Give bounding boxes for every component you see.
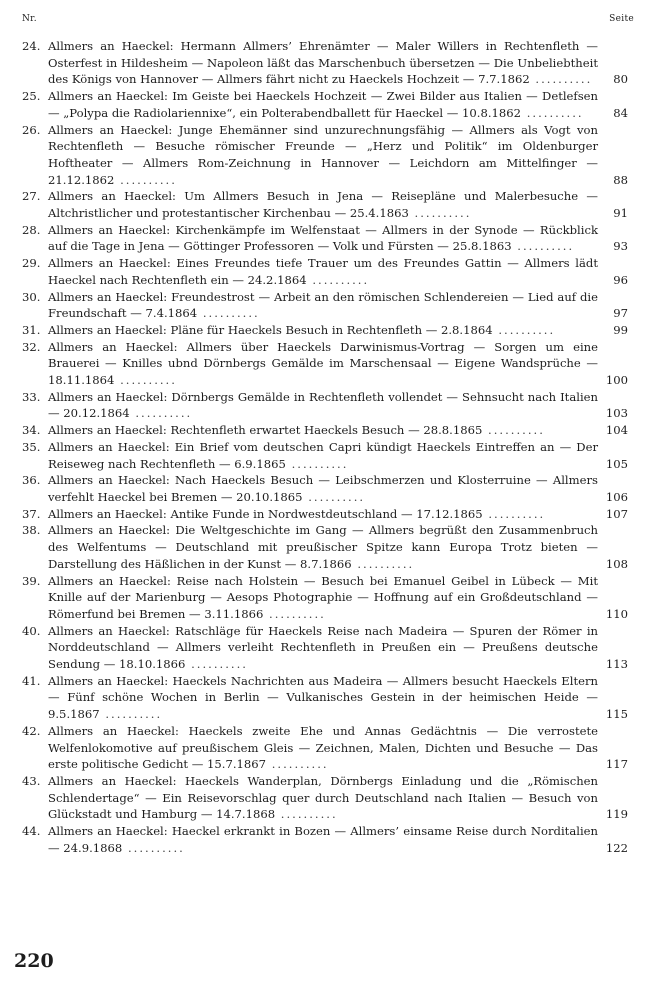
entry-page-ref: 80 [613, 72, 628, 87]
entry-text-wrapper [48, 673, 628, 723]
entry-number: 31. [22, 322, 41, 337]
leader-dots: .......... [114, 172, 177, 187]
leader-dots: .......... [492, 322, 556, 337]
entry-text-wrapper [48, 723, 628, 773]
entry-page-ref: 117 [605, 757, 628, 772]
toc-entry [22, 506, 628, 523]
toc-entry [22, 623, 628, 673]
entry-text: Allmers an Haeckel: Hermann Allmers’ Ehrenämter — Maler Willers in Rechtenfleth — Osterfest in Hildesheim — Napoleon läßt das Marschenbuch übersetzen — Die Unbeliebtheit des Königs von Hannover — Allmers fährt nicht zu Haeckels Hochzeit — 7.7.1862 [48, 39, 598, 87]
entry-page-ref: 107 [605, 506, 628, 521]
toc-entry [22, 773, 628, 823]
entry-text-wrapper [48, 422, 628, 439]
entry-page-ref: 110 [605, 606, 628, 621]
entry-text: Allmers an Haeckel: Junge Ehemänner sind unzurechnungsfähig — Allmers als Vogt von Rechtenfleth — Besuche römischer Freunde — „Herz und Politik“ im Oldenburger Hoftheater — Allmers Rom-Zeichnung in Hannover — Leichdorn am Mittelfinger — 21.12.1862 [48, 122, 598, 187]
entry-number: 34. [22, 423, 41, 438]
entry-page-ref: 108 [605, 556, 628, 571]
leader-dots: .......... [263, 606, 326, 621]
entry-text-wrapper [48, 255, 628, 288]
entry-number: 41. [22, 673, 41, 688]
entry-text: Allmers an Haeckel: Dörnbergs Gemälde in Rechtenfleth vollendet — Sehnsucht nach Italien — 20.12.1864 [48, 389, 598, 421]
entry-page-ref: 96 [613, 272, 628, 287]
table-of-contents [22, 38, 628, 856]
entry-number: 37. [22, 506, 41, 521]
toc-entry [22, 823, 628, 856]
leader-dots: .......... [99, 707, 163, 722]
entry-text-wrapper [48, 506, 628, 523]
entry-page-ref: 103 [605, 406, 628, 421]
leader-dots: .......... [521, 105, 584, 120]
leader-dots: .......... [197, 306, 260, 321]
entry-number: 25. [22, 89, 41, 104]
entry-page-ref: 113 [605, 657, 628, 672]
entry-number: 35. [22, 439, 41, 454]
toc-entry [22, 723, 628, 773]
entry-number: 30. [22, 289, 41, 304]
entry-text-wrapper [48, 88, 628, 121]
leader-dots: .......... [266, 757, 329, 772]
entry-text-wrapper [48, 773, 628, 823]
entry-text: Allmers an Haeckel: Kirchenkämpfe im Welfenstaat — Allmers in der Synode — Rückblick auf die Tage in Jena — Göttinger Professoren — Volk und Fürsten — 25.8.1863 [48, 222, 598, 254]
entry-text-wrapper [48, 38, 628, 88]
toc-entry [22, 439, 628, 472]
toc-entry [22, 472, 628, 505]
entry-text-wrapper [48, 573, 628, 623]
entry-text: Allmers an Haeckel: Im Geiste bei Haeckels Hochzeit — Zwei Bilder aus Italien — Detlefsen — „Polypa die Radiolariennixe“, ein Polterabendballett für Haeckel — 10.8.1862 [48, 89, 598, 120]
toc-entry [22, 255, 628, 288]
leader-dots: .......... [275, 807, 338, 822]
entry-number: 39. [22, 573, 41, 588]
toc-entry [22, 222, 628, 255]
leader-dots: .......... [482, 423, 545, 438]
column-header-seite: Seite [609, 14, 634, 24]
entry-text-wrapper [48, 823, 628, 856]
column-header-nr: Nr. [22, 14, 37, 24]
entry-page-ref: 99 [613, 322, 628, 337]
leader-dots: .......... [482, 506, 546, 521]
entry-page-ref: 106 [605, 489, 628, 504]
entry-number: 28. [22, 222, 41, 237]
toc-entry [22, 422, 628, 439]
entry-page-ref: 122 [605, 840, 628, 855]
toc-entry [22, 122, 628, 189]
entry-text-wrapper [48, 389, 628, 422]
toc-entry [22, 673, 628, 723]
entry-text-wrapper [48, 439, 628, 472]
page-number: 220 [14, 950, 54, 972]
entry-page-ref: 115 [605, 707, 628, 722]
entry-text: Allmers an Haeckel: Die Weltgeschichte im Gang — Allmers begrüßt den Zusammenbruch des Welfentums — Deutschland mit preußischer Spitze kann Europa Trotz bieten — Darstellung des Häßlichen in der Kunst — 8.7.1866 [48, 523, 598, 571]
leader-dots: .......... [285, 456, 349, 471]
toc-entry [22, 289, 628, 322]
entry-text-wrapper [48, 339, 628, 389]
entry-number: 40. [22, 623, 41, 638]
entry-page-ref: 88 [613, 172, 628, 187]
entry-text: Allmers an Haeckel: Pläne für Haeckels Besuch in Rechtenfleth — 2.8.1864 [48, 322, 493, 337]
entry-text: Allmers an Haeckel: Haeckels zweite Ehe und Annas Gedächtnis — Die verrostete Welfenlokomotive auf preußischem Gleis — Zeichnen, Malen, Dichten und Besuche — Das erste politische Gedicht — 15.7.1867 [48, 723, 598, 772]
entry-number: 43. [22, 773, 41, 788]
entry-text-wrapper [48, 522, 628, 572]
entry-number: 44. [22, 824, 41, 839]
entry-page-ref: 100 [605, 373, 628, 388]
toc-entry [22, 522, 628, 572]
leader-dots: .......... [302, 489, 366, 504]
entry-number: 32. [22, 339, 41, 354]
entry-text: Allmers an Haeckel: Haeckels Wanderplan, Dörnbergs Einladung und die „Römischen Schlendertage“ — Ein Reisevorschlag quer durch Deutschland nach Italien — Besuch von Glückstadt und Hamburg — 14.7.1868 [48, 773, 598, 822]
toc-entry [22, 339, 628, 389]
toc-entry [22, 88, 628, 121]
leader-dots: .......... [114, 373, 177, 388]
entry-text: Allmers an Haeckel: Um Allmers Besuch in Jena — Reisepläne und Malerbesuche — Altchristlicher und protestantischer Kirchenbau — 25.4.1863 [48, 189, 598, 221]
entry-text: Allmers an Haeckel: Rechtenfleth erwartet Haeckels Besuch — 28.8.1865 [48, 423, 483, 438]
entry-text: Allmers an Haeckel: Reise nach Holstein — Besuch bei Emanuel Geibel in Lübeck — Mit Knille auf der Marienburg — Aesops Photographie — Hoffnung auf ein Großdeutschland — Römerfund bei Bremen — 3.11.1866 [48, 573, 598, 621]
entry-text: Allmers an Haeckel: Haeckels Nachrichten aus Madeira — Allmers besucht Haeckels Eltern — Fünf schöne Wochen in Berlin — Vulkanisches Gestein in der heimischen Heide — 9.5.1867 [48, 673, 598, 722]
entry-page-ref: 97 [613, 306, 628, 321]
entry-text: Allmers an Haeckel: Freundestrost — Arbeit an den römischen Schlendereien — Lied auf die Freundschaft — 7.4.1864 [48, 289, 598, 321]
toc-entry [22, 322, 628, 339]
toc-entry [22, 188, 628, 221]
entry-text-wrapper [48, 188, 628, 221]
entry-text-wrapper [48, 289, 628, 322]
leader-dots: .......... [408, 206, 472, 221]
entry-page-ref: 84 [613, 105, 628, 120]
entry-number: 33. [22, 389, 41, 404]
leader-dots: .......... [129, 406, 193, 421]
entry-text-wrapper [48, 322, 628, 339]
entry-number: 36. [22, 473, 41, 488]
entry-page-ref: 104 [605, 423, 628, 438]
leader-dots: .......... [511, 239, 575, 254]
entry-number: 24. [22, 39, 41, 53]
entry-page-ref: 93 [613, 239, 628, 254]
entry-text: Allmers an Haeckel: Eines Freundes tiefe Trauer um des Freundes Gattin — Allmers lädt Haeckel nach Rechtenfleth ein — 24.2.1864 [48, 256, 598, 287]
entry-number: 26. [22, 122, 41, 137]
entry-text-wrapper [48, 122, 628, 189]
toc-entry [22, 389, 628, 422]
leader-dots: .......... [529, 72, 593, 87]
leader-dots: .......... [351, 556, 415, 571]
toc-entry [22, 573, 628, 623]
entry-number: 42. [22, 723, 41, 738]
entry-number: 38. [22, 523, 41, 538]
entry-page-ref: 91 [613, 206, 628, 221]
entry-page-ref: 105 [605, 456, 628, 471]
entry-text: Allmers an Haeckel: Allmers über Haeckels Darwinismus-Vortrag — Sorgen um eine Brauerei — Knilles ubnd Dörnbergs Gemälde im Marschensaal — Eigene Wandsprüche — 18.11.1864 [48, 339, 598, 388]
entry-text-wrapper [48, 472, 628, 505]
leader-dots: .......... [122, 840, 185, 855]
entry-text-wrapper [48, 222, 628, 255]
entry-number: 29. [22, 256, 41, 271]
leader-dots: .......... [306, 272, 370, 287]
entry-number: 27. [22, 189, 41, 204]
entry-text: Allmers an Haeckel: Ratschläge für Haeckels Reise nach Madeira — Spuren der Römer in Norddeutschland — Allmers verleiht Rechtenfleth in Preußen ein — Preußens deutsche Sendung — 18.10.1866 [48, 623, 598, 672]
entry-text: Allmers an Haeckel: Haeckel erkrankt in Bozen — Allmers’ einsame Reise durch Norditalien — 24.9.1868 [48, 824, 598, 855]
entry-text-wrapper [48, 623, 628, 673]
entry-text: Allmers an Haeckel: Nach Haeckels Besuch — Leibschmerzen und Klosterruine — Allmers verfehlt Haeckel bei Bremen — 20.10.1865 [48, 473, 598, 504]
leader-dots: .......... [185, 657, 248, 672]
column-header [22, 14, 634, 28]
entry-page-ref: 119 [605, 807, 628, 822]
entry-text: Allmers an Haeckel: Ein Brief vom deutschen Capri kündigt Haeckels Eintreffen an — Der Reiseweg nach Rechtenfleth — 6.9.1865 [48, 439, 598, 471]
toc-entry [22, 38, 628, 88]
entry-text: Allmers an Haeckel: Antike Funde in Nordwestdeutschland — 17.12.1865 [48, 506, 483, 521]
